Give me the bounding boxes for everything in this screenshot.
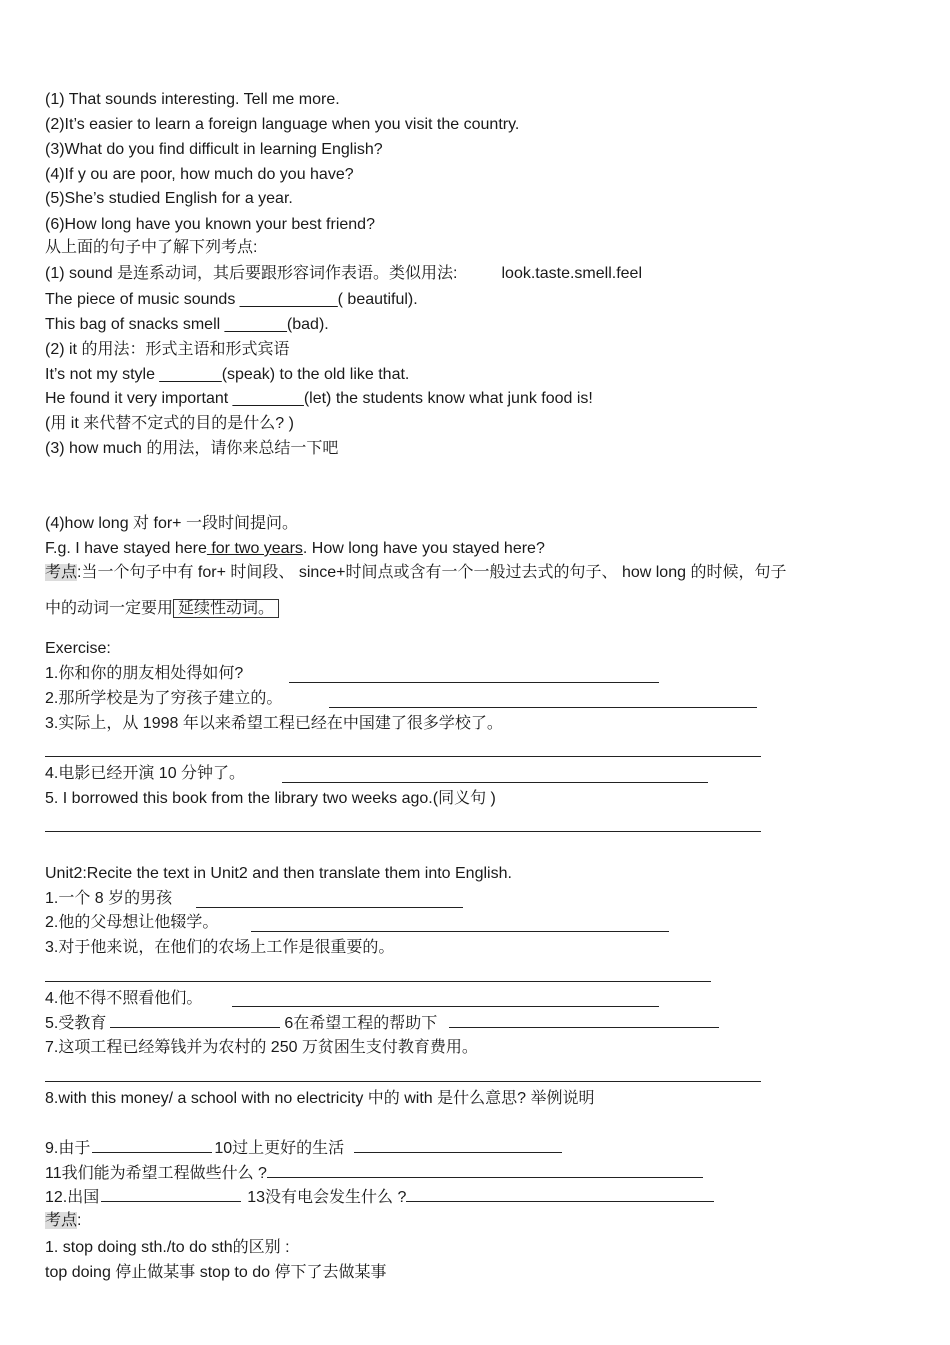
stop-doing-explain: top doing 停止做某事 stop to do 停下了去做某事 bbox=[45, 1264, 387, 1281]
exercise-q4: 4.电影已经开演 10 分钟了。 bbox=[45, 765, 246, 782]
unit2-q5: 5.受教育 bbox=[45, 1015, 107, 1032]
point4-example-post: . How long have you stayed here? bbox=[302, 540, 545, 557]
point1-example-1: The piece of music sounds ___________( beautiful). bbox=[45, 291, 418, 308]
answer-line[interactable] bbox=[282, 782, 708, 783]
point4-label: (4)how long 对 for+ 一段时间提问。 bbox=[45, 515, 298, 532]
answer-blank[interactable] bbox=[101, 1187, 241, 1202]
answer-line[interactable] bbox=[289, 682, 659, 683]
unit2-q12: 12.出国 bbox=[45, 1189, 100, 1206]
sentence-3: (3)What do you find difficult in learning English? bbox=[45, 141, 383, 158]
exercise-q3: 3.实际上，从 1998 年以来希望工程已经在中国建了很多学校了。 bbox=[45, 715, 503, 732]
point2-example-1: It’s not my style _______(speak) to the old like that. bbox=[45, 366, 410, 383]
unit2-q3: 3.对于他来说，在他们的农场上工作是很重要的。 bbox=[45, 939, 395, 956]
answer-blank[interactable] bbox=[92, 1138, 212, 1153]
intro-text: 从上面的句子中了解下列考点: bbox=[45, 239, 258, 256]
kaodian-label: 考点 bbox=[45, 564, 78, 581]
answer-line[interactable] bbox=[45, 1081, 761, 1082]
point4-example bbox=[45, 539, 545, 559]
sentence-6: (6)How long have you known your best friend? bbox=[45, 216, 375, 233]
unit2-q11-text: 11我们能为希望工程做些什么 ? bbox=[45, 1165, 267, 1182]
sentence-5: (5)She’s studied English for a year. bbox=[45, 190, 293, 207]
kaodian-label: 考点 bbox=[45, 1212, 78, 1229]
point1-example-2: This bag of snacks smell _______(bad). bbox=[45, 316, 329, 333]
point4-note-text: :当一个句子中有 for+ 时间段、 since+时间点或含有一个一般过去式的句子、 how long 的时候，句子 bbox=[77, 564, 787, 581]
unit2-q4: 4.他不得不照看他们。 bbox=[45, 990, 203, 1007]
point4-example-pre: F.g. I have stayed here bbox=[45, 540, 207, 557]
point2-example-2: He found it very important ________(let) the students know what junk food is! bbox=[45, 390, 593, 407]
answer-line[interactable] bbox=[45, 981, 711, 982]
answer-line[interactable] bbox=[45, 756, 761, 757]
point1-label bbox=[45, 264, 642, 284]
unit2-q1: 1.一个 8 岁的男孩 bbox=[45, 890, 173, 907]
unit2-q10: 10过上更好的生活 bbox=[214, 1140, 345, 1157]
stop-doing-label: 1. stop doing sth./to do sth的区别 : bbox=[45, 1239, 290, 1256]
exercise-q2: 2.那所学校是为了穷孩子建立的。 bbox=[45, 690, 283, 707]
unit2-q9: 9.由于 bbox=[45, 1140, 91, 1157]
unit2-q11 bbox=[45, 1163, 703, 1184]
answer-line[interactable] bbox=[251, 931, 669, 932]
point4-note bbox=[45, 563, 786, 583]
answer-line[interactable] bbox=[196, 907, 463, 908]
answer-line[interactable] bbox=[45, 831, 761, 832]
answer-blank[interactable] bbox=[406, 1187, 714, 1202]
answer-line[interactable] bbox=[232, 1006, 659, 1007]
sentence-2: (2)It’s easier to learn a foreign language when you visit the country. bbox=[45, 116, 520, 133]
answer-blank[interactable] bbox=[354, 1138, 562, 1153]
answer-blank[interactable] bbox=[110, 1013, 280, 1028]
exercise-q5: 5. I borrowed this book from the library two weeks ago.(同义句 ) bbox=[45, 790, 496, 807]
unit2-title: Unit2:Recite the text in Unit2 and then translate them into English. bbox=[45, 865, 512, 882]
unit2-q5-q6 bbox=[45, 1013, 719, 1034]
point2-question: (用 it 来代替不定式的目的是什么? ) bbox=[45, 415, 294, 432]
point4-note-boxed: 延续性动词。 bbox=[173, 599, 279, 618]
point1-text: (1) sound 是连系动词，其后要跟形容词作表语。类似用法: bbox=[45, 265, 458, 282]
unit2-q6: 6在希望工程的帮助下 bbox=[284, 1015, 438, 1032]
point4-note-cont-text: 中的动词一定要用 bbox=[45, 600, 174, 617]
sentence-1: (1) That sounds interesting. Tell me more. bbox=[45, 91, 340, 108]
answer-blank[interactable] bbox=[267, 1163, 703, 1178]
unit2-kaodian: 考点: bbox=[45, 1212, 82, 1229]
unit2-q13: 13没有电会发生什么 ? bbox=[247, 1189, 407, 1206]
answer-line[interactable] bbox=[329, 707, 757, 708]
unit2-q9-q10 bbox=[45, 1138, 562, 1159]
point2-label: (2) it 的用法：形式主语和形式宾语 bbox=[45, 341, 290, 358]
unit2-q12-q13 bbox=[45, 1187, 714, 1208]
answer-blank[interactable] bbox=[449, 1013, 719, 1028]
unit2-q7: 7.这项工程已经筹钱并为农村的 250 万贫困生支付教育费用。 bbox=[45, 1039, 478, 1056]
exercise-q1: 1.你和你的朋友相处得如何? bbox=[45, 665, 244, 682]
point4-note-cont bbox=[45, 599, 279, 619]
unit2-q8: 8.with this money/ a school with no electricity 中的 with 是什么意思? 举例说明 bbox=[45, 1090, 595, 1107]
sentence-4: (4)If y ou are poor, how much do you have? bbox=[45, 166, 354, 183]
exercise-title: Exercise: bbox=[45, 640, 111, 657]
point4-example-underlined: for two years bbox=[206, 540, 303, 557]
unit2-q2: 2.他的父母想让他辍学。 bbox=[45, 914, 219, 931]
point3-label: (3) how much 的用法，请你来总结一下吧 bbox=[45, 440, 339, 457]
point1-verbs: look.taste.smell.feel bbox=[501, 265, 643, 282]
